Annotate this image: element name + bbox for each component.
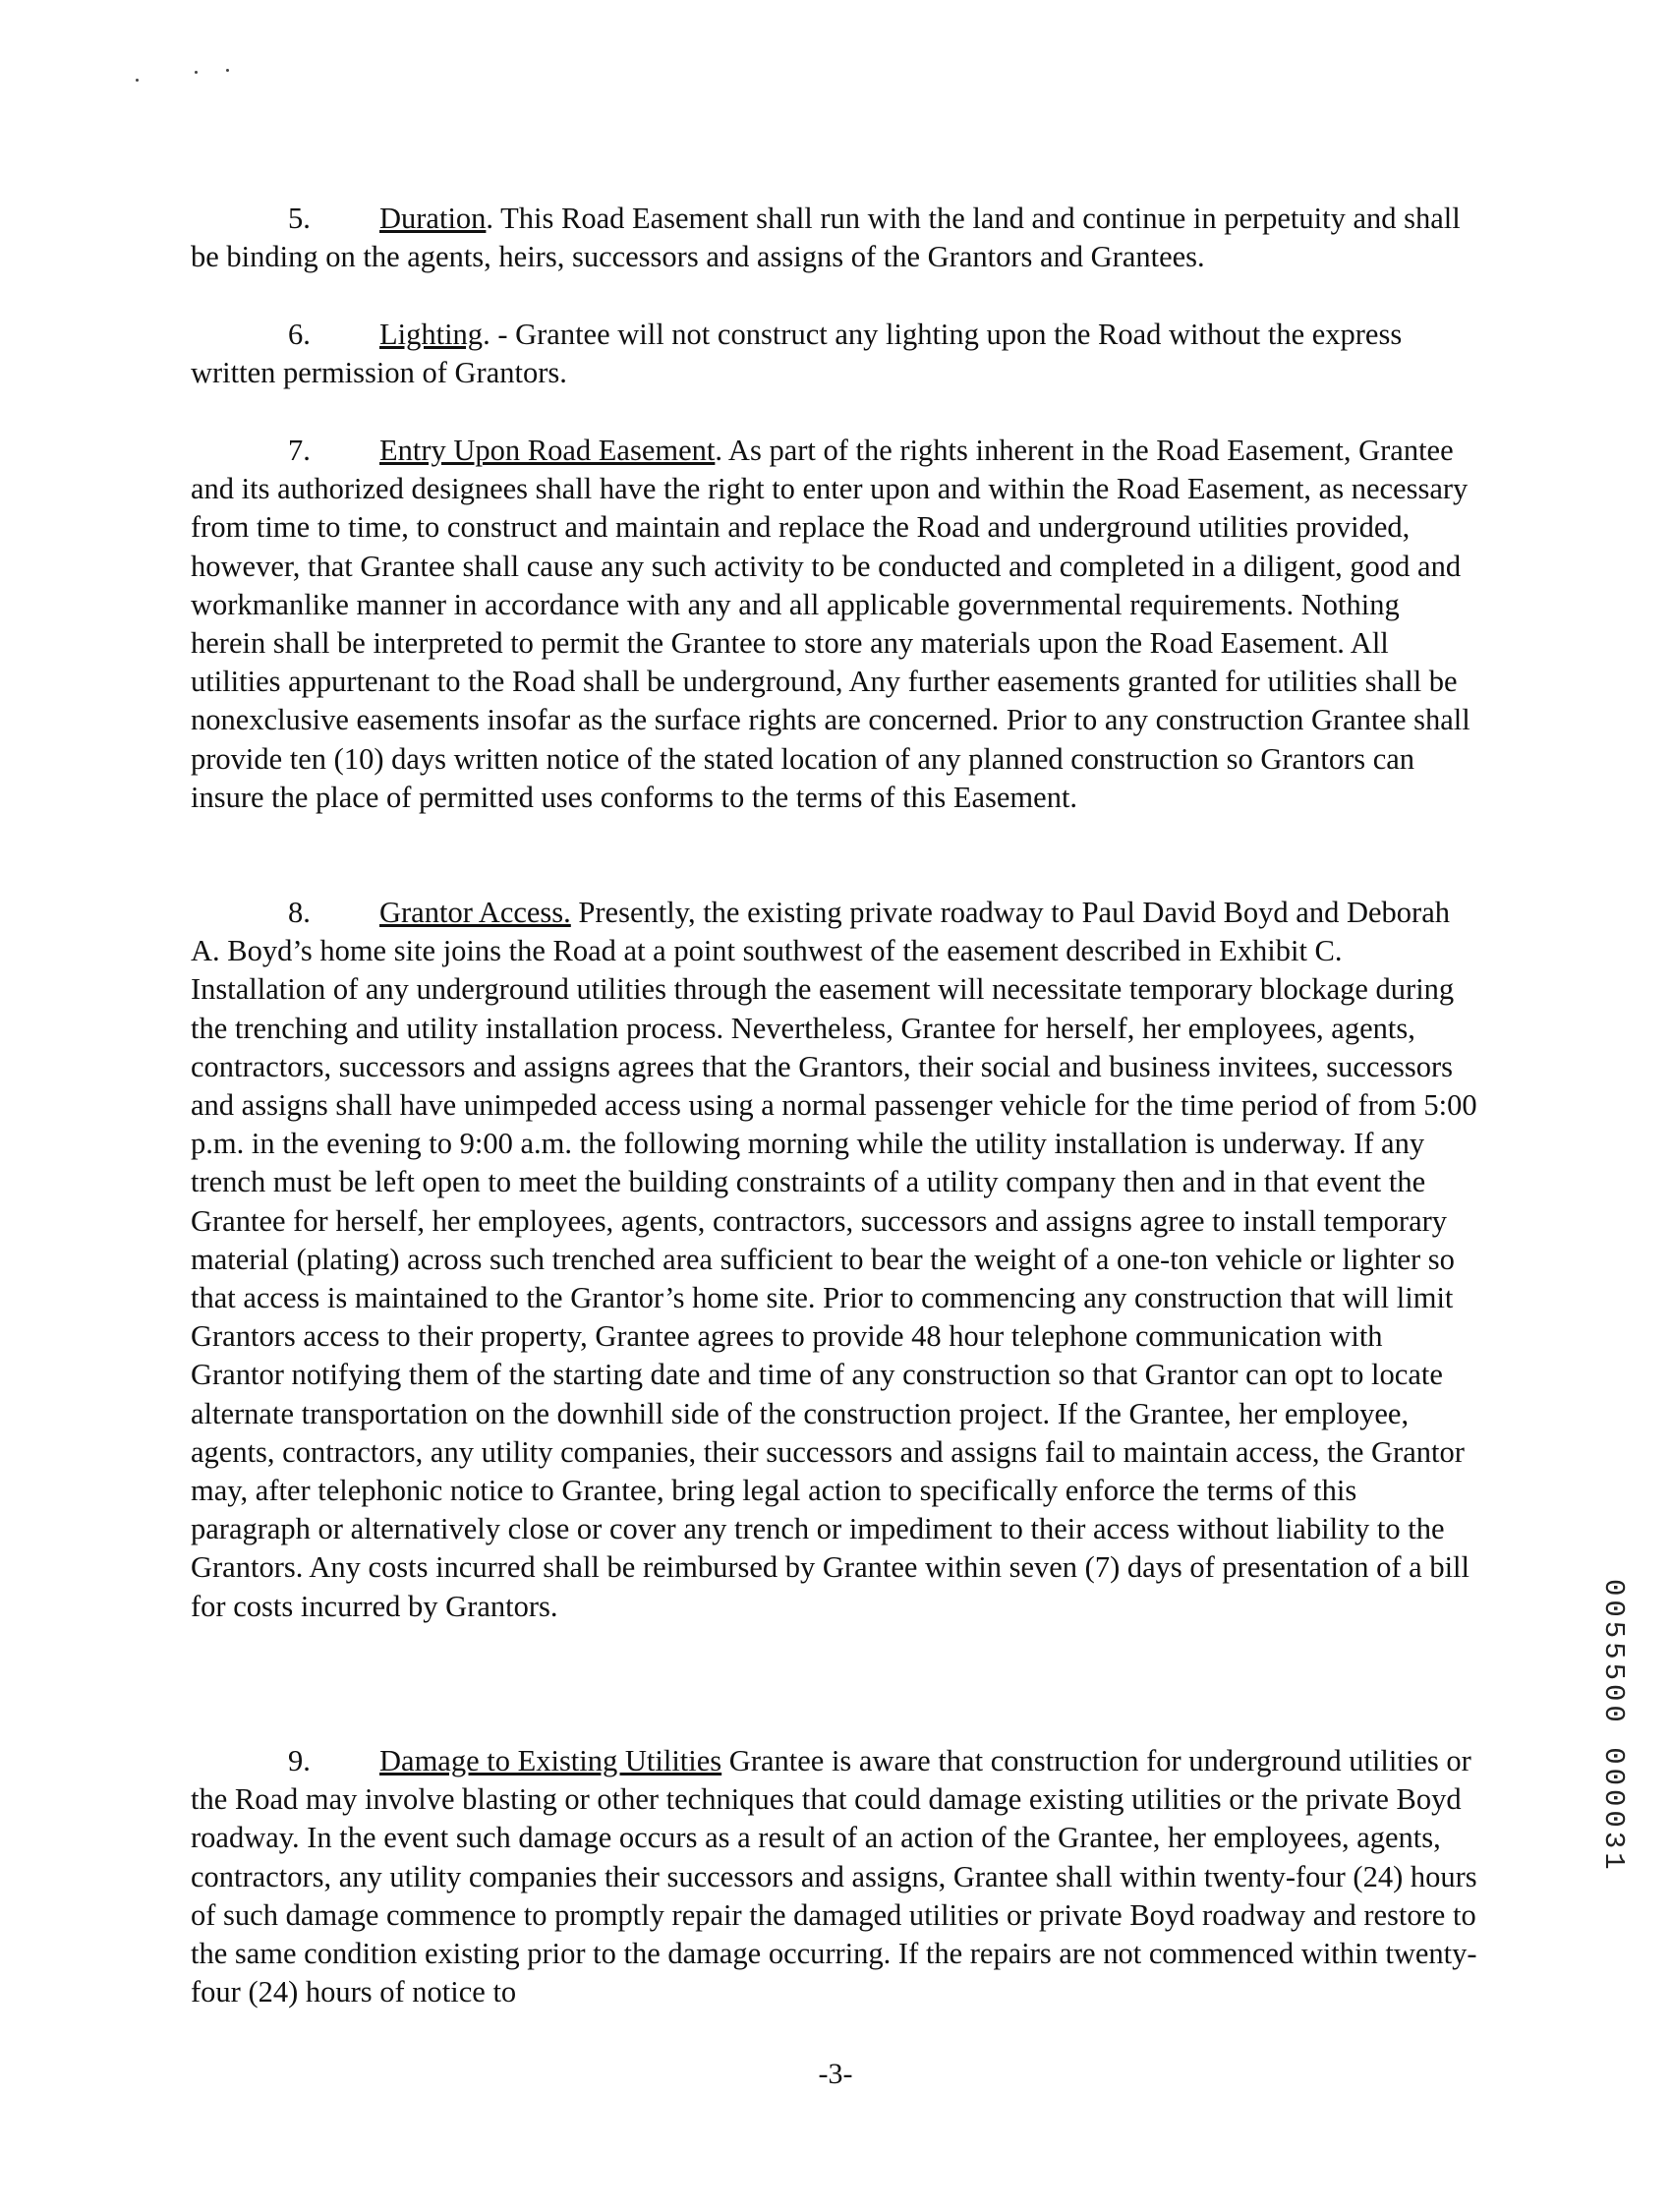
paragraph-number: 6.	[288, 318, 311, 351]
paragraph-heading: Damage to Existing Utilities	[379, 1744, 722, 1777]
bates-stamp: 0055500 000031	[1597, 1579, 1630, 1874]
paragraph-text: Presently, the existing private roadway to Paul David Boyd and Deborah A. Boyd’s home site joins the Road at a point southwest of the easement described in Exhibit C. Installation of any underground utilities through the easement will necessitate temporary blockage during the trenching and utility installation process. Nevertheless, Grantee for herself, her employees, agents, contractors, successors and assigns agrees that the Grantors, their social and business invitees, successors and assigns shall have unimpeded access using a normal passenger vehicle for the time period of from 5:00 p.m. in the evening to 9:00 a.m. the following morning while the utility installation is underway. If any trench must be left open to meet the building constraints of a utility company then and in that event the Grantee for herself, her employees, agents, contractors, successors and assigns agree to install temporary material (plating) across such trenched area sufficient to bear the weight of a one-ton vehicle or lighter so that access is maintained to the Grantor’s home site. Prior to commencing any construction that will limit Grantors access to their property, Grantee agrees to provide 48 hour telephone communication with Grantor notifying them of the starting date and time of any construction so that Grantor can opt to locate alternate transportation on the downhill side of the construction project. If the Grantee, her employee, agents, contractors, any utility companies, their successors and assigns fail to maintain access, the Grantor may, after telephonic notice to Grantee, bring legal action to specifically enforce the terms of this paragraph or alternatively close or cover any trench or impediment to their access without liability to the Grantors. Any costs incurred shall be reimbursed by Grantee within seven (7) days of presentation of a bill for costs incurred by Grantors.	[191, 896, 1477, 1623]
paragraph-6-lighting	[191, 316, 1478, 392]
scan-speck	[226, 69, 229, 72]
paragraph-number: 7.	[288, 434, 311, 467]
scan-speck	[195, 71, 198, 74]
paragraph-text: . This Road Easement shall run with the land and continue in perpetuity and shall be binding on the agents, heirs, successors and assigns of the Grantors and Grantees.	[191, 202, 1461, 274]
paragraph-heading: Grantor Access.	[379, 896, 571, 929]
paragraph-8-grantor-access	[191, 894, 1478, 1626]
paragraph-number: 9.	[288, 1744, 311, 1777]
page-number: -3-	[818, 2058, 853, 2090]
paragraph-heading: Lighting	[379, 318, 484, 351]
scan-speck	[136, 79, 139, 82]
paragraph-heading: Entry Upon Road Easement	[379, 434, 716, 467]
paragraph-7-entry-upon-road-easement	[191, 432, 1478, 817]
paragraph-text: . As part of the rights inherent in the Road Easement, Grantee and its authorized designees shall have the right to enter upon and within the Road Easement, as necessary from time to time, to construct and maintain and replace the Road and underground utilities provided, however, that Grantee shall cause any such activity to be conducted and completed in a diligent, good and workmanlike manner in accordance with any and all applicable governmental requirements. Nothing herein shall be interpreted to permit the Grantee to store any materials upon the Road Easement. All utilities appurtenant to the Road shall be underground, Any further easements granted for utilities shall be nonexclusive easements insofar as the surface rights are concerned. Prior to any construction Grantee shall provide ten (10) days written notice of the stated location of any planned construction so Grantors can insure the place of permitted uses conforms to the terms of this Easement.	[191, 434, 1470, 814]
paragraph-number: 5.	[288, 202, 311, 235]
paragraph-number: 8.	[288, 896, 311, 929]
paragraph-text: Grantee is aware that construction for underground utilities or the Road may involve blasting or other techniques that could damage existing utilities or the private Boyd roadway. In the event such damage occurs as a result of an action of the Grantee, her employees, agents, contractors, any utility companies their successors and assigns, Grantee shall within twenty-four (24) hours of such damage commence to promptly repair the damaged utilities or private Boyd roadway and restore to the same condition existing prior to the damage occurring. If the repairs are not commenced within twenty-four (24) hours of notice to	[191, 1744, 1477, 2009]
paragraph-9-damage-to-existing-utilities	[191, 1742, 1478, 2011]
paragraph-5-duration	[191, 200, 1478, 276]
paragraph-heading: Duration	[379, 202, 487, 235]
paragraph-text: . - Grantee will not construct any lighting upon the Road without the express written permission of Grantors.	[191, 318, 1403, 390]
